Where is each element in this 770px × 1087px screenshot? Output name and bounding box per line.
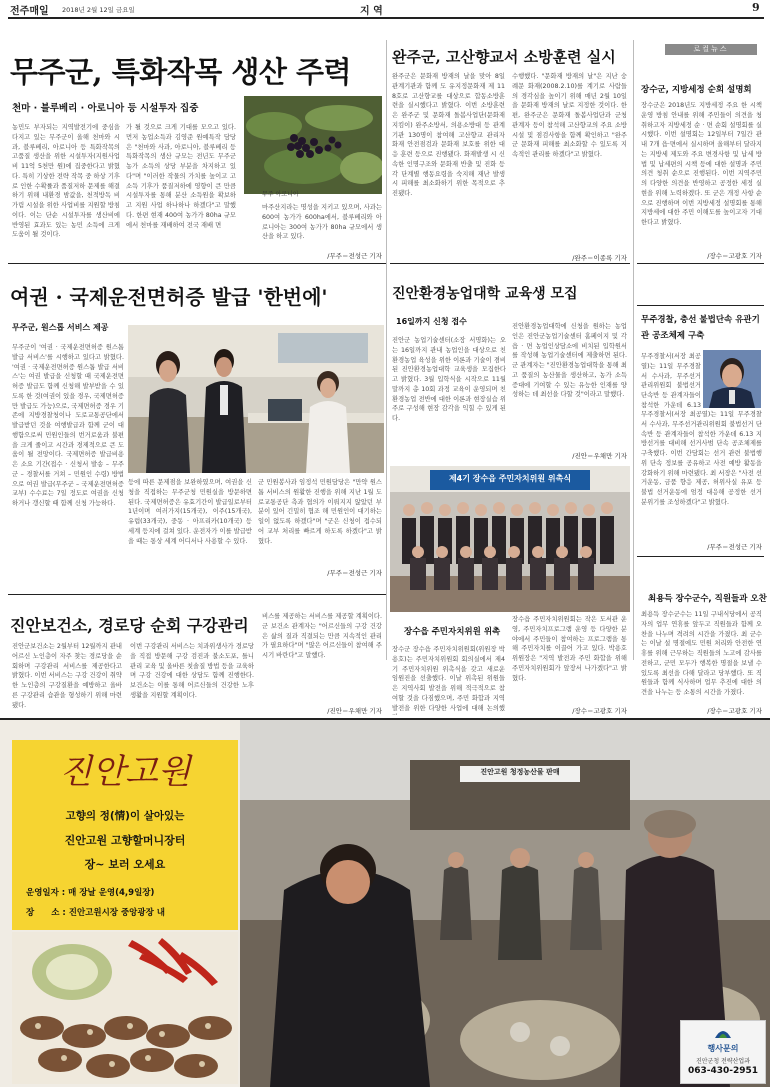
ad-contact-box	[680, 1020, 766, 1084]
ad-line3: 장~ 보러 오세요	[84, 858, 166, 871]
a3-bottom-rule	[637, 263, 764, 264]
ad-market-sign: 진안고원 청정농산물 판매	[480, 768, 560, 776]
a6-photo-banner: 제4기 장수읍 주민자치위원 위촉식	[448, 474, 572, 483]
a5-headline: 진안환경농업대학 교육생 모집	[392, 286, 578, 302]
a1-photo-caption: 무주 아로니아	[262, 191, 299, 198]
a6-col1: 장수군 장수읍 주민자치위원회(위원장 박용호)는 주민자치위원회 회의실에서 제4기 주민자치위원 위촉식을 갖고 새로운 임원진을 선출했다. 이날 위촉된 위원들은 지역사회 발전을 위해 적극적으로 참여할 것을 다짐했으며, 주민 화합과 지역 발전을 위한 다양한 사업에 대해 논의했	[392, 646, 505, 712]
a9-byline: /진안＝우채만 기자	[327, 707, 382, 715]
ad-line2: 진안고원 고향할머니장터	[64, 834, 186, 847]
a4-col3: 군 민원봉사과 임정석 민원담당은 "만약 원스톱 서비스의 원활한 진행을 위해 지난 1월 도로교통공단 측과 협의가 이뤄지지 않았던 부분이 있어 긴밀히 협조 해 민원인이 대기하는 일이 없도록 하겠다"며 "군은 신청이 접수되어 교부 처리를 빠르게 하도록 하겠다"고 밝혔다.	[258, 479, 382, 545]
a7-bottom-rule	[637, 556, 764, 557]
a6-headline: 장수읍 주민자치위원 위촉	[404, 627, 501, 637]
a3-byline: /장수＝고광호 기자	[707, 252, 762, 260]
a4-col1: 무주군이 '여권 · 국제운전면허증 원스톱 발급 서비스'를 시행하고 있다고 밝혔다. '여권 · 국제운전면허증 원스톱 발급 서비스'는 여권 발급을 신청할 때 국제운전면허증 발급도 함께 신청해 발부받을 수 있도록 한 것(여권이 있을 경우, 국제면허증만 발급도 가능)으로, 국제면허증 경우 기존에 지방경찰청이나 도로교통공단에서 발급받던 것을 여행발급과 함께 군이 대행함으로써 민원인들의 번거로움과 불편을 크게 줄이고 시간과 경제적으로 큰 도움이 될 전망이다. 국제면허증 발급비용은 소요 기간(접수 · 신청서 발송 – 무주군 – 경찰서를 거쳐 – 민원인 수령) 방법으로 여권 발급(무주군 – 국제운전면허증 교부) 수수료는 7일 정도로 여권을 신청하거나 갱신할 때 함께 신청 가능하다.	[12, 344, 124, 507]
a8-headline: 최용득 장수군수, 직원들과 오찬	[648, 594, 767, 604]
a4-subtitle: 무주군, 원스톱 서비스 제공	[12, 323, 109, 332]
a8-body: 최용득 장수군수는 11일 구내식당에서 공직자의 업무 연휴를 앞두고 직원들과 함께 오찬을 나누며 격려의 시간을 가졌다. 최 군수는 이날 설 명절에도 민원 처리와 안전한 연휴를 위해 근무하는 직원들의 노고에 감사를 전하고, 군민 모두가 행복한 명절을 보낼 수 있도록 최선을 다해 달라고 당부했다. 또 직원들과 함께 식사하며 업무 추진에 대한 의견을 나누는 등 소통의 시간을 가졌다.	[641, 611, 762, 696]
a6-col2: 장수읍 주민자치위원회는 작은 도서관 운영, 주민자치프로그램 운영 등 다양한 분야에서 주민들이 참여하는 프로그램을 통해 주민자치를 이끌어 가고 있다. 박용호 위원장은 "지역 발전과 주민 화합을 위해 주민자치위원회가 앞장서 나가겠다"고 밝혔다.	[512, 616, 627, 682]
a1-col2: 가 될 것으로 크게 기대를 모으고 있다. 먼저 농업소득과 김영준 원예특작 담당은 "천마와 사과, 아로니아, 블루베리 등 특화작목의 생산 규모는 전년도 무주군 농가 소득의 상당 부분을 차지하고 있다"며 "이러한 작물의 가치를 높이고 고소득 기후가 품질저하에 영향이 큰 만큼 시설투자를 통해 분산 소득원을 확보하고 지원 사업 하나하나 하겠다"고 말했다. 한편 현재 400여 농가가 80ha 규모에서 천마를 재배하여 전국 재배 면	[126, 124, 236, 229]
ad-line5: 장 소 : 진안고원시장 중앙광장 내	[26, 908, 165, 918]
a1-col1: 농민도 부자되는 지역발전기에 중심을 다지고 있는 무주군이 올해 천마와 시과, 블루베리, 아로니아 등 특화작목의 고품질 생산을 위한 시설투자(지원사업비 11억 5천만 원)에 집중한다고 밝혔다. 특히 기상한 전략 작목 중 하상 기후로 인한 수확률과 품질저하 문제를 해결하기 위해 내환경 밤값을, 천적방독 비가림 시설을 위한 사업비를 지원할 방침이다. 이는 단순 시설투자를 생산비에 반영된 효과도 있는 농민 소득에 크게 도움이 될 것이다.	[12, 124, 120, 239]
a2-headline: 완주군, 고산향교서 소방훈련 실시	[392, 48, 616, 66]
a2-byline: /완주＝이종록 기자	[572, 254, 627, 262]
ad-logo: 진안고원	[59, 752, 191, 792]
a5-byline: /진안＝우채만 기자	[572, 452, 627, 460]
ad-text-panel	[12, 740, 238, 930]
a8-byline: /장수＝고광호 기자	[707, 707, 762, 715]
a4-col2: 등에 따른 문제점을 보완하였으며, 여권을 신청을 직접하는 무주군청 민원실을 방문하면 된다. 국제면허증은 유효기간이 발급일로부터 1년이며 여러가지(15개국), 이주(15개국), 유럽(33개국), 중동 · 아프리카(10개국) 등 세계 등지에 걸쳐 있다. 운전자가 이를 발급받을 때는 통상 세계 어디서나 사용할 수 있다.	[128, 479, 252, 545]
a1-bottom-rule	[8, 263, 386, 264]
a1-subtitle: 천마 · 블루베리 · 아로니아 등 시설투자 집중	[12, 103, 199, 114]
masthead-section: 지 역	[360, 6, 383, 17]
masthead-rule	[8, 17, 764, 19]
a3-section-tag	[665, 44, 757, 55]
a7-body: 무주경찰서(서장 최공열)는 11일 무주경찰서 수사과, 무주선거관리위원회 불법선거 단속반 등 관계자들이 참석한 가운데 6.13	[641, 353, 701, 408]
a4-headline: 여권 · 국제운전면허증 발급 '한번에'	[10, 285, 328, 309]
masthead	[0, 0, 770, 18]
masthead-page-number: 9	[752, 1, 760, 14]
a1-col3: 마주산지라는 명성을 지키고 있으며, 사과는 600여 농가가 600ha에서, 블루베리와 아로니아는 300여 농가가 80ha 규모에서 생산을 하고 있다.	[262, 204, 382, 241]
a4-office-photo	[128, 325, 384, 473]
a7-headline: 무주경찰, 충선 불법단속 유관기관 공조체제 구축	[641, 315, 760, 341]
a6-byline: /장수＝고광호 기자	[572, 707, 627, 715]
a1-byline: /무주＝전성근 기자	[327, 252, 382, 260]
masthead-date: 2018년 2월 12일 금요일	[62, 6, 135, 14]
ad-banner	[0, 720, 770, 1087]
masthead-paper-name: 전주매일	[10, 6, 49, 17]
a6-group-photo	[390, 466, 630, 612]
column-divider-1	[386, 40, 387, 660]
a5-col1: 진안군 농업기술센터(소장 서명화)는 오는 16일까지 관내 농업인을 대상으로 친환경농업 육성을 위한 이론과 기술이 겸비된 진안환경농업대학 교육생을 모집한다고 밝혔다. 3월 입학식을 시작으로 11월 말까지 총 10회 과정 교육이 운영되며 친환경농업 전반에 대한 이론과 현장실습 위주로 구성해 현장 감각을 익힐 수 있게 된다.	[392, 337, 506, 422]
column-divider-2	[633, 40, 634, 660]
a5-subtitle: 16일까지 신청 접수	[396, 317, 467, 326]
a7-byline: /무주＝전성근 기자	[707, 543, 762, 551]
a9-col1: 진안군보건소는 2월부터 12월까지 관내 어르신 노인층이 자주 찾는 경로당을 순회하며 구강관리 서비스를 제공한다고 밝혔다. 이번 서비스는 구강 건강이 취약한 노인층의 구강질환을 예방하고 올바른 구강관리 습관을 형성하기 위해 마련됐다.	[12, 643, 122, 709]
a2-col2: 수행했다. "문화재 방재의 날"은 지난 숭례문 화재(2008.2.10)를 계기로 사람들의 경각심을 높이기 위해 매년 2월 10일을 문화재 방재의 날로 지정한 것이다. 한편, 완주군은 문화재 돌봄사업단과 군청 관계자 등이 참석해 고산향교의 주요 소방시설 및 점검사항을 함께 확인하고 "완주군 문화재 피해를 최소화할 수 있도록 지속적인 관리를 하겠다"고 밝혔다.	[512, 73, 627, 158]
a9-headline: 진안보건소, 경로당 순회 구강관리	[10, 616, 249, 635]
a7-police-chief-photo	[703, 350, 761, 408]
ad-line4: 운영일자 : 매 장날 운영(4,9일장)	[26, 888, 155, 898]
a5-col2: 진안환경농업대학에 신청을 원하는 농업인은 진안군농업기술센터 홈페이지 및 각 읍 · 면 농업인상담소에 비치된 입학원서를 작성해 농업기술센터에 제출하면 된다. 군 관계자는 "진안환경농업대학을 통해 최고 품질의 농산물을 생산하고, 농가 소득증대에 기여할 수 있는 유능한 인재를 양성하는 데 최선을 다할 것"이라고 말했다.	[512, 323, 627, 399]
a7-top-rule	[637, 305, 764, 306]
a2-col1: 완주군은 문화재 방재의 날을 맞아 8일 관계기관과 함께 도 유지정문화재 제 118호로 고산향교를 대상으로 합동소방훈련을 실시했다고 밝혔다. 이번 소방훈련은 완주군 및 문화재 돌봄사업단(문화재지킴이) 완주소방서, 의용소방대 등 관계기관 130명이 참여해 고산향교 관리자 화재 안전점검과 문화재 보호를 위한 대응 훈련 등으로 진행됐다. 화재발생 시 신속한 인명구조와 문화재 반출 및 진화 등 각 단계별 행동요령을 숙지해 재난 발생시 피해를 최소화하기 위한 목적으로 추진됐다.	[392, 73, 505, 197]
ad-contact-dept: 진안군청 전략산업과	[695, 1058, 751, 1065]
ad-contact-phone: 063-430-2951	[687, 1066, 759, 1076]
a9-col3: 비스를 제공하는 서비스를 제공할 계획이다. 군 보건소 관계자는 "어르신들의 구강 건강은 삶의 질과 직결되는 만큼 지속적인 관리가 필요하다"며 "많은 어르신들이 참여해 주시기 바란다"고 말했다.	[262, 613, 382, 659]
a3-body: 장수군은 2018년도 지방세정 주요 한 시책 운영 방침 안내를 위해 주민들이 의견을 청취하고자 지방세정 순 · 면 순회 설명회를 실시했다. 이번 설명회는 12일부터 7일간 관내 7개 읍·면에서 실시하며 올해부터 달라지는 지방세 제도와 주요 변경사항 및 납세 방법 및 납세편의 시책 등에 대한 설명과 주민의견 청취 순으로 진행된다. 이번 지역주민의 다양한 의견을 반영하고 공정한 세정 실현을 위해 노력하겠다. 또 군은 개정 사항 순으로 진행하며 이번 지방세정 설명회를 통해 지방세에 대한 주민 이해도를 높이고자 기대한다고 밝혔다.	[641, 102, 762, 226]
a9-col2: 이번 구강관리 서비스는 치과위생사가 경로당을 직접 방문해 구강 검진과 불소도포, 틀니 관리 교육 및 올바른 칫솔질 방법 등을 교육하며 구강 건강에 대한 상담도 함께 진행한다. 보건소는 이를 통해 어르신들의 건강한 노후 생활을 지원할 계획이다.	[130, 643, 254, 699]
a4-bottom-rule	[8, 594, 386, 595]
a3-section-tag-label: 로컬뉴스	[693, 45, 729, 53]
a4-byline: /무주＝전성근 기자	[327, 569, 382, 577]
ad-produce-photo	[12, 932, 238, 1084]
a2-bottom-rule	[390, 263, 630, 264]
a1-aronia-photo	[244, 96, 382, 194]
ad-county-emblem-icon	[713, 1024, 733, 1040]
a3-headline: 장수군, 지방세정 순회 설명회	[641, 85, 752, 95]
ad-line1: 고향의 정(情)이 살아있는	[65, 810, 185, 822]
a7-body-continued: 무주경찰서(서장 최공열)는 11일 무주경찰서 수사과, 무주선거관리위원회 불법선거 단속반 등 관계자들이 참석한 가운데 6.13 지방선거를 대비해 선거사범 단속 공조체제를 구축했다. 이번 간담회는 선거 관련 불법행위 단속 정보를 공유하고 사전 예방 활동을 강화하기 위해 마련됐다. 최 서장은 "사전 선거운동, 금품 향응 제공, 허위사실 유포 등 불법 선거운동에 엄정 대응해 공정한 선거 분위기를 조성하겠다"고 밝혔다.	[641, 411, 762, 506]
a1-headline: 무주군, 특화작목 생산 주력	[10, 55, 352, 89]
ad-contact-title: 행사문의	[707, 1044, 739, 1053]
